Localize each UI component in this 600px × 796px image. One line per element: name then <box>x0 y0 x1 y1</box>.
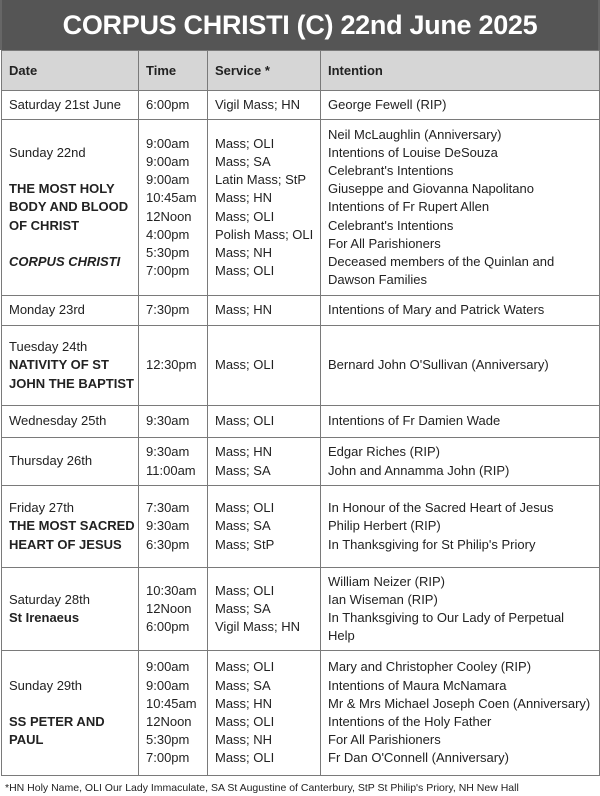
time-entry: 6:30pm <box>146 536 190 552</box>
date-label: Saturday 21st June <box>9 96 122 112</box>
service-cell <box>208 651 321 776</box>
time-entry: 6:00pm <box>146 96 190 112</box>
time-cell <box>139 438 208 486</box>
date-cell <box>2 406 139 438</box>
service-entry: Mass; OLI <box>215 263 275 279</box>
service-cell <box>208 296 321 326</box>
service-entry: Mass; SA <box>215 462 271 478</box>
time-entry: 12Noon <box>146 600 192 616</box>
feast-label: THE MOST SACRED HEART OF JESUS <box>9 518 135 552</box>
date-label: Sunday 29th <box>9 677 83 693</box>
intention-entry: Intentions of Fr Damien Wade <box>328 413 501 429</box>
time-entry: 7:30am <box>146 500 190 516</box>
intention-entry: Mr & Mrs Michael Joseph Coen (Anniversary) <box>328 695 591 711</box>
intention-entry: George Fewell (RIP) <box>328 96 447 112</box>
intention-entry: For All Parishioners <box>328 235 441 251</box>
feast-label: THE MOST HOLY BODY AND BLOOD OF CHRIST <box>9 181 129 233</box>
time-entry: 7:30pm <box>146 302 190 318</box>
time-entry: 5:30pm <box>146 732 190 748</box>
service-entry: Mass; OLI <box>215 750 275 766</box>
table-row <box>2 120 600 296</box>
intention-cell <box>321 568 600 651</box>
service-entry: Mass; SA <box>215 518 271 534</box>
intention-entry: Intentions of Mary and Patrick Waters <box>328 302 545 318</box>
intention-entry: Fr Dan O'Connell (Anniversary) <box>328 750 509 766</box>
intention-entry: Edgar Riches (RIP) <box>328 444 440 460</box>
service-entry: Mass; NH <box>215 732 273 748</box>
date-cell <box>2 486 139 568</box>
service-entry: Mass; OLI <box>215 714 275 729</box>
time-entry: 10:45am <box>146 190 197 206</box>
intention-entry: Mary and Christopher Cooley (RIP) <box>328 659 532 675</box>
intention-entry: Intentions of Louise DeSouza <box>328 144 498 160</box>
table-row <box>2 568 600 651</box>
table-row <box>2 406 600 438</box>
service-entry: Mass; OLI <box>215 582 275 598</box>
intention-cell <box>321 651 600 776</box>
date-label: Saturday 28th <box>9 591 90 607</box>
service-cell <box>208 91 321 120</box>
intention-entry: Neil McLaughlin (Anniversary) <box>328 126 502 142</box>
feast-label: SS PETER AND PAUL <box>9 713 105 748</box>
date-label: Wednesday 25th <box>9 413 107 429</box>
feast-label: NATIVITY OF ST JOHN THE BAPTIST <box>9 357 134 391</box>
table-row <box>2 326 600 406</box>
service-entry: Mass; StP <box>215 536 275 552</box>
spacer <box>9 695 138 713</box>
table-row <box>2 651 600 776</box>
header-intention: Intention <box>321 51 600 91</box>
date-cell <box>2 120 139 296</box>
header-date: Date <box>2 51 139 91</box>
mass-schedule-table <box>1 50 600 776</box>
time-entry: 9:00am <box>146 135 190 151</box>
date-cell <box>2 326 139 406</box>
intention-entry: Celebrant's Intentions <box>328 162 454 178</box>
intention-entry: Dawson Families <box>328 272 427 288</box>
service-entry: Mass; OLI <box>215 500 275 516</box>
table-row <box>2 486 600 568</box>
time-entry: 12:30pm <box>146 357 197 373</box>
date-cell <box>2 91 139 120</box>
service-cell <box>208 438 321 486</box>
time-entry: 12Noon <box>146 208 192 224</box>
service-entry: Mass; OLI <box>215 208 275 224</box>
service-cell <box>208 486 321 568</box>
service-entry: Mass; HN <box>215 444 273 460</box>
service-entry: Mass; HN <box>215 302 273 318</box>
date-label: Tuesday 24th <box>9 339 88 355</box>
date-label: Thursday 26th <box>9 453 93 469</box>
intention-cell <box>321 91 600 120</box>
time-entry: 6:00pm <box>146 619 190 635</box>
time-entry: 9:30am <box>146 518 190 534</box>
intention-entry: John and Annamma John (RIP) <box>328 462 510 478</box>
intention-cell <box>321 326 600 406</box>
time-cell <box>139 486 208 568</box>
service-entry: Mass; NH <box>215 244 273 260</box>
intention-entry: Bernard John O'Sullivan (Anniversary) <box>328 357 549 373</box>
service-entry: Polish Mass; OLI <box>215 226 314 242</box>
table-header-row <box>2 51 600 91</box>
service-entry: Mass; HN <box>215 695 273 711</box>
date-label: Sunday 22nd <box>9 144 86 160</box>
intention-entry: In Thanksgiving to Our Lady of Perpetual <box>328 610 565 625</box>
time-entry: 4:00pm <box>146 226 190 242</box>
intention-entry: Intentions of Fr Rupert Allen <box>328 199 490 215</box>
service-entry: Mass; SA <box>215 600 271 616</box>
intention-cell <box>321 486 600 568</box>
intention-cell <box>321 296 600 326</box>
intention-entry: Philip Herbert (RIP) <box>328 518 441 534</box>
table-row <box>2 296 600 326</box>
header-time: Time <box>139 51 208 91</box>
service-entry: Mass; SA <box>215 677 271 693</box>
spacer <box>9 235 138 253</box>
time-entry: 9:00am <box>146 659 190 675</box>
intention-entry: Ian Wiseman (RIP) <box>328 591 438 607</box>
date-label: Friday 27th <box>9 500 75 516</box>
intention-entry: Giuseppe and Giovanna Napolitano <box>328 181 534 197</box>
time-entry: 9:00am <box>146 172 190 188</box>
time-cell <box>139 568 208 651</box>
intention-entry: For All Parishioners <box>328 732 441 748</box>
service-cell <box>208 406 321 438</box>
service-entry: Latin Mass; StP <box>215 172 307 188</box>
footnote: *HN Holy Name, OLI Our Lady Immaculate, SA St Augustine of Canterbury, StP St Philip's Priory, NH New Hall <box>5 782 519 794</box>
time-entry: 9:00am <box>146 153 190 169</box>
intention-cell <box>321 120 600 296</box>
time-entry: 9:30am <box>146 413 190 429</box>
time-entry: 9:00am <box>146 677 190 693</box>
intention-entry: William Neizer (RIP) <box>328 573 445 589</box>
date-cell <box>2 651 139 776</box>
service-entry: Mass; OLI <box>215 413 275 429</box>
table-row <box>2 438 600 486</box>
time-cell <box>139 296 208 326</box>
date-cell <box>2 296 139 326</box>
service-cell <box>208 568 321 651</box>
time-entry: 10:30am <box>146 582 197 598</box>
page-title: CORPUS CHRISTI (C) 22nd June 2025 <box>0 0 600 50</box>
intention-entry: In Thanksgiving for St Philip's Priory <box>328 536 536 552</box>
service-entry: Mass; OLI <box>215 659 275 675</box>
service-entry: Mass; SA <box>215 153 271 169</box>
service-entry: Mass; OLI <box>215 357 275 373</box>
intention-entry: Intentions of the Holy Father <box>328 714 492 729</box>
intention-cell <box>321 438 600 486</box>
time-entry: 7:00pm <box>146 263 190 279</box>
time-entry: 11:00am <box>146 462 196 478</box>
service-cell <box>208 326 321 406</box>
intention-entry: Intentions of Maura McNamara <box>328 677 507 693</box>
time-entry: 9:30am <box>146 444 190 460</box>
date-cell <box>2 568 139 651</box>
service-cell <box>208 120 321 296</box>
intention-entry: Deceased members of the Quinlan and <box>328 254 555 269</box>
time-entry: 12Noon <box>146 714 192 729</box>
intention-entry: Celebrant's Intentions <box>328 217 454 233</box>
date-label: Monday 23rd <box>9 302 85 318</box>
table-body <box>2 91 600 776</box>
service-entry: Vigil Mass; HN <box>215 619 301 635</box>
spacer <box>9 162 138 180</box>
service-entry: Mass; HN <box>215 190 273 206</box>
feast-label: CORPUS CHRISTI <box>9 253 121 269</box>
service-entry: Mass; OLI <box>215 135 275 151</box>
time-entry: 5:30pm <box>146 244 190 260</box>
time-cell <box>139 406 208 438</box>
header-service: Service * <box>208 51 321 91</box>
time-cell <box>139 651 208 776</box>
time-cell <box>139 91 208 120</box>
intention-cell <box>321 406 600 438</box>
intention-entry: Help <box>328 628 355 644</box>
intention-entry: In Honour of the Sacred Heart of Jesus <box>328 500 554 516</box>
date-cell <box>2 438 139 486</box>
time-cell <box>139 120 208 296</box>
time-entry: 7:00pm <box>146 750 190 766</box>
feast-label: St Irenaeus <box>9 610 80 625</box>
time-cell <box>139 326 208 406</box>
service-entry: Vigil Mass; HN <box>215 96 301 112</box>
table-row <box>2 91 600 120</box>
time-entry: 10:45am <box>146 695 197 711</box>
